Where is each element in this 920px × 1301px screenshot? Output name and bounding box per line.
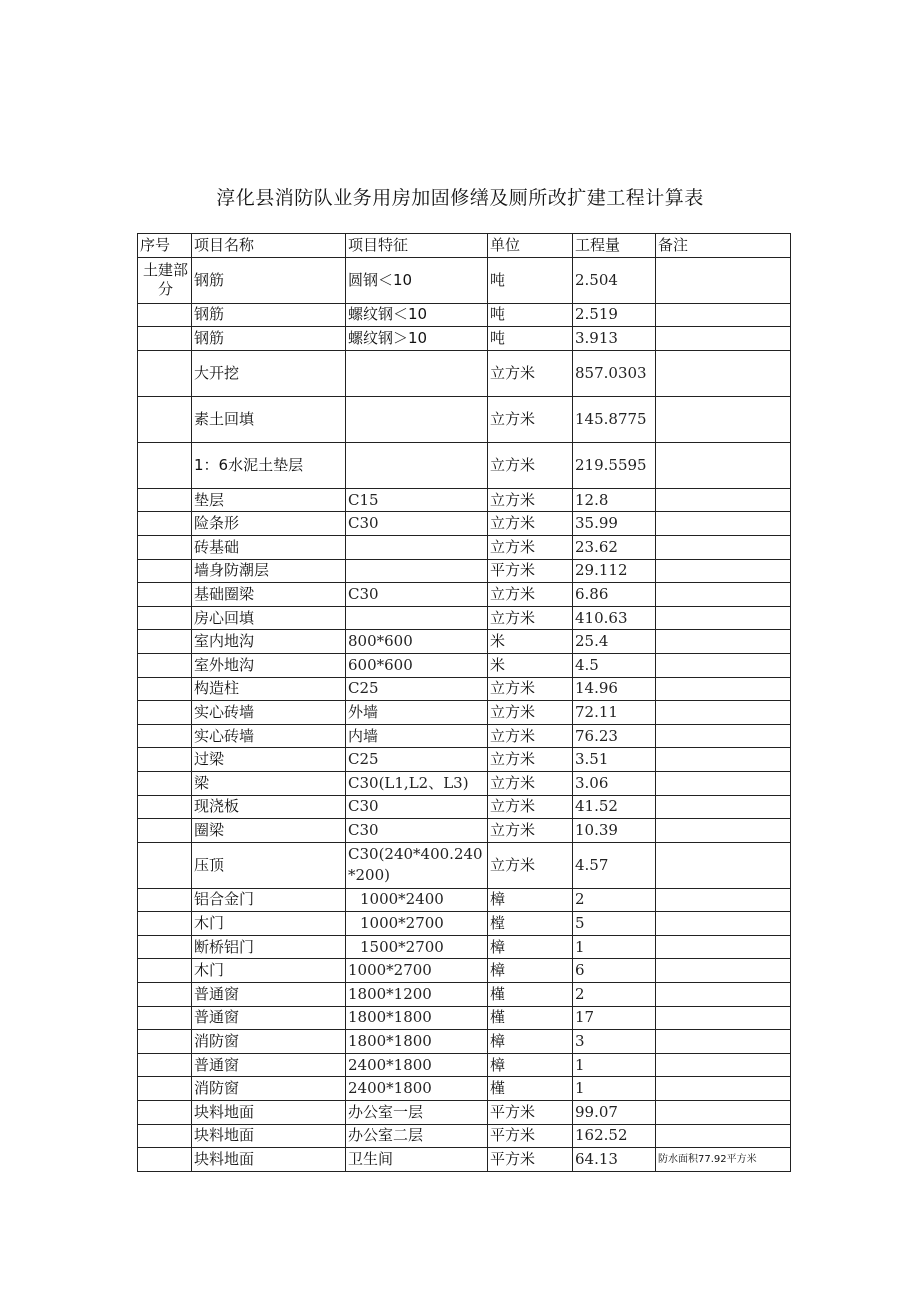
table-row [138, 396, 791, 442]
cell-name: 木门 [192, 912, 346, 936]
cell-feature: 办公室一层 [346, 1101, 488, 1125]
cell-name: 钢筋 [192, 303, 346, 327]
cell-name: 块料地面 [192, 1148, 346, 1172]
table-row [138, 677, 791, 701]
table-row [138, 701, 791, 725]
cell-seq [138, 842, 192, 888]
cell-qty: 6.86 [573, 583, 656, 607]
cell-name: 基础圈梁 [192, 583, 346, 607]
calculation-table [137, 233, 791, 1172]
table-row [138, 653, 791, 677]
cell-name: 普通窗 [192, 983, 346, 1007]
table-row [138, 912, 791, 936]
header-qty: 工程量 [573, 234, 656, 258]
table-header-row [138, 234, 791, 258]
cell-seq [138, 1101, 192, 1125]
cell-seq [138, 653, 192, 677]
cell-seq [138, 396, 192, 442]
cell-note [656, 535, 791, 559]
cell-qty: 72.11 [573, 701, 656, 725]
cell-feature: 1000*2400 [346, 888, 488, 912]
cell-seq [138, 983, 192, 1007]
cell-feature: C30 [346, 512, 488, 536]
cell-seq [138, 606, 192, 630]
table-row [138, 488, 791, 512]
cell-note [656, 888, 791, 912]
table-row [138, 559, 791, 583]
cell-name: 消防窗 [192, 1030, 346, 1054]
cell-seq [138, 512, 192, 536]
cell-unit: 立方米 [488, 488, 573, 512]
cell-feature: 1800*1200 [346, 983, 488, 1007]
cell-note [656, 724, 791, 748]
cell-note [656, 488, 791, 512]
table-row [138, 959, 791, 983]
cell-feature: 1000*2700 [346, 912, 488, 936]
cell-feature [346, 535, 488, 559]
cell-unit: 平方米 [488, 559, 573, 583]
cell-name: 房心回填 [192, 606, 346, 630]
cell-feature: 螺纹钢＞10 [346, 327, 488, 351]
cell-qty: 4.5 [573, 653, 656, 677]
cell-seq [138, 350, 192, 396]
cell-seq [138, 1124, 192, 1148]
cell-seq [138, 795, 192, 819]
cell-feature [346, 396, 488, 442]
cell-name: 木门 [192, 959, 346, 983]
cell-feature: C30 [346, 819, 488, 843]
cell-note [656, 842, 791, 888]
cell-feature: C30(L1,L2、L3) [346, 771, 488, 795]
cell-unit: 樟 [488, 888, 573, 912]
header-feature: 项目特征 [346, 234, 488, 258]
cell-qty: 41.52 [573, 795, 656, 819]
table-row [138, 1030, 791, 1054]
cell-name: 块料地面 [192, 1101, 346, 1125]
cell-name: 梁 [192, 771, 346, 795]
cell-note [656, 935, 791, 959]
cell-feature: 2400*1800 [346, 1053, 488, 1077]
cell-seq [138, 630, 192, 654]
cell-note [656, 701, 791, 725]
cell-unit: 立方米 [488, 396, 573, 442]
cell-feature: 2400*1800 [346, 1077, 488, 1101]
cell-feature [346, 442, 488, 488]
cell-feature: 螺纹钢＜10 [346, 303, 488, 327]
cell-note [656, 1053, 791, 1077]
cell-feature: C25 [346, 748, 488, 772]
table-row [138, 748, 791, 772]
table-row [138, 630, 791, 654]
cell-name: 垫层 [192, 488, 346, 512]
table-row [138, 1148, 791, 1172]
cell-qty: 6 [573, 959, 656, 983]
cell-unit: 立方米 [488, 677, 573, 701]
table-row [138, 819, 791, 843]
cell-qty: 5 [573, 912, 656, 936]
cell-feature: 1500*2700 [346, 935, 488, 959]
cell-seq [138, 912, 192, 936]
cell-name: 钢筋 [192, 327, 346, 351]
table-row [138, 303, 791, 327]
table-row [138, 983, 791, 1007]
cell-seq [138, 442, 192, 488]
cell-unit: 立方米 [488, 819, 573, 843]
cell-seq [138, 1053, 192, 1077]
cell-seq [138, 488, 192, 512]
cell-qty: 12.8 [573, 488, 656, 512]
cell-seq [138, 677, 192, 701]
cell-note [656, 748, 791, 772]
cell-name: 铝合金门 [192, 888, 346, 912]
cell-seq [138, 1148, 192, 1172]
cell-name: 墙身防潮层 [192, 559, 346, 583]
cell-unit: 槿 [488, 1077, 573, 1101]
table-row [138, 350, 791, 396]
cell-unit: 立方米 [488, 512, 573, 536]
table-row [138, 442, 791, 488]
cell-unit: 立方米 [488, 583, 573, 607]
cell-name: 大开挖 [192, 350, 346, 396]
table-row [138, 888, 791, 912]
cell-unit: 樘 [488, 912, 573, 936]
cell-note [656, 559, 791, 583]
cell-feature: 圆钢＜10 [346, 257, 488, 303]
table-row [138, 535, 791, 559]
cell-unit: 立方米 [488, 350, 573, 396]
cell-seq [138, 819, 192, 843]
cell-name: 砖基础 [192, 535, 346, 559]
table-row [138, 1124, 791, 1148]
cell-name: 实心砖墙 [192, 724, 346, 748]
cell-note [656, 653, 791, 677]
cell-note [656, 583, 791, 607]
cell-note [656, 795, 791, 819]
cell-name: 实心砖墙 [192, 701, 346, 725]
cell-qty: 25.4 [573, 630, 656, 654]
cell-name: 室外地沟 [192, 653, 346, 677]
cell-qty: 29.112 [573, 559, 656, 583]
cell-unit: 立方米 [488, 442, 573, 488]
cell-unit: 樟 [488, 959, 573, 983]
cell-qty: 76.23 [573, 724, 656, 748]
cell-note [656, 677, 791, 701]
cell-qty: 17 [573, 1006, 656, 1030]
cell-feature: 内墙 [346, 724, 488, 748]
cell-name: 圈梁 [192, 819, 346, 843]
cell-feature: 外墙 [346, 701, 488, 725]
cell-qty: 4.57 [573, 842, 656, 888]
cell-unit: 吨 [488, 303, 573, 327]
header-name: 项目名称 [192, 234, 346, 258]
cell-unit: 槿 [488, 1006, 573, 1030]
cell-note [656, 1006, 791, 1030]
cell-seq [138, 327, 192, 351]
cell-qty: 23.62 [573, 535, 656, 559]
cell-name: 构造柱 [192, 677, 346, 701]
cell-name: 普通窗 [192, 1006, 346, 1030]
cell-unit: 立方米 [488, 771, 573, 795]
cell-feature: 卫生间 [346, 1148, 488, 1172]
cell-seq [138, 559, 192, 583]
cell-feature: 1000*2700 [346, 959, 488, 983]
cell-note [656, 983, 791, 1007]
table-row [138, 771, 791, 795]
cell-qty: 162.52 [573, 1124, 656, 1148]
cell-feature: C30 [346, 795, 488, 819]
cell-seq [138, 1077, 192, 1101]
cell-qty: 2.519 [573, 303, 656, 327]
cell-unit: 平方米 [488, 1124, 573, 1148]
cell-feature [346, 350, 488, 396]
cell-feature: C25 [346, 677, 488, 701]
cell-note [656, 1077, 791, 1101]
cell-note [656, 630, 791, 654]
cell-qty: 219.5595 [573, 442, 656, 488]
cell-qty: 2.504 [573, 257, 656, 303]
cell-qty: 35.99 [573, 512, 656, 536]
cell-feature: C30 [346, 583, 488, 607]
cell-seq [138, 771, 192, 795]
table-row [138, 327, 791, 351]
cell-unit: 立方米 [488, 606, 573, 630]
table-row [138, 1077, 791, 1101]
table-row [138, 583, 791, 607]
table-row [138, 512, 791, 536]
cell-note [656, 512, 791, 536]
page-title: 淳化县消防队业务用房加固修缮及厕所改扩建工程计算表 [216, 187, 704, 209]
cell-unit: 立方米 [488, 724, 573, 748]
cell-name: 现浇板 [192, 795, 346, 819]
cell-qty: 3.51 [573, 748, 656, 772]
cell-unit: 樟 [488, 1030, 573, 1054]
cell-note [656, 396, 791, 442]
cell-qty: 1 [573, 1077, 656, 1101]
cell-seq [138, 959, 192, 983]
cell-note [656, 959, 791, 983]
cell-unit: 立方米 [488, 842, 573, 888]
cell-feature: 办公室二层 [346, 1124, 488, 1148]
table-row [138, 935, 791, 959]
cell-name: 室内地沟 [192, 630, 346, 654]
cell-feature [346, 606, 488, 630]
header-unit: 单位 [488, 234, 573, 258]
table-row [138, 842, 791, 888]
cell-unit: 立方米 [488, 795, 573, 819]
cell-seq: 土建部分 [138, 257, 192, 303]
table-row [138, 257, 791, 303]
cell-qty: 99.07 [573, 1101, 656, 1125]
cell-seq [138, 535, 192, 559]
cell-qty: 857.0303 [573, 350, 656, 396]
cell-unit: 米 [488, 653, 573, 677]
cell-unit: 槿 [488, 983, 573, 1007]
cell-note [656, 771, 791, 795]
table-row [138, 1053, 791, 1077]
cell-seq [138, 935, 192, 959]
cell-unit: 立方米 [488, 701, 573, 725]
cell-seq [138, 1006, 192, 1030]
cell-name: 过梁 [192, 748, 346, 772]
cell-feature: 1800*1800 [346, 1006, 488, 1030]
cell-feature: 600*600 [346, 653, 488, 677]
cell-unit: 樟 [488, 935, 573, 959]
cell-unit: 米 [488, 630, 573, 654]
cell-qty: 3 [573, 1030, 656, 1054]
cell-name: 素土回填 [192, 396, 346, 442]
cell-qty: 1 [573, 1053, 656, 1077]
table-row [138, 1101, 791, 1125]
cell-note [656, 1030, 791, 1054]
cell-qty: 1 [573, 935, 656, 959]
cell-name: 险条形 [192, 512, 346, 536]
cell-note [656, 1124, 791, 1148]
header-note: 备注 [656, 234, 791, 258]
cell-unit: 吨 [488, 257, 573, 303]
cell-feature: 1800*1800 [346, 1030, 488, 1054]
cell-seq [138, 303, 192, 327]
table-row [138, 1006, 791, 1030]
cell-name: 消防窗 [192, 1077, 346, 1101]
cell-seq [138, 701, 192, 725]
cell-name: 普通窗 [192, 1053, 346, 1077]
cell-note [656, 819, 791, 843]
cell-qty: 64.13 [573, 1148, 656, 1172]
cell-seq [138, 583, 192, 607]
cell-name: 断桥铝门 [192, 935, 346, 959]
cell-note: 防水面积77.92平方米 [656, 1148, 791, 1172]
cell-note [656, 1101, 791, 1125]
cell-name: 1：6水泥土垫层 [192, 442, 346, 488]
cell-qty: 145.8775 [573, 396, 656, 442]
cell-qty: 3.913 [573, 327, 656, 351]
cell-note [656, 912, 791, 936]
cell-seq [138, 748, 192, 772]
cell-unit: 平方米 [488, 1101, 573, 1125]
cell-unit: 吨 [488, 327, 573, 351]
cell-qty: 10.39 [573, 819, 656, 843]
cell-qty: 2 [573, 888, 656, 912]
cell-note [656, 606, 791, 630]
cell-note [656, 257, 791, 303]
table-row [138, 606, 791, 630]
cell-unit: 平方米 [488, 1148, 573, 1172]
cell-qty: 2 [573, 983, 656, 1007]
cell-note [656, 327, 791, 351]
cell-feature: C30(240*400.240*200) [346, 842, 488, 888]
cell-qty: 14.96 [573, 677, 656, 701]
table-row [138, 795, 791, 819]
cell-unit: 立方米 [488, 748, 573, 772]
cell-name: 块料地面 [192, 1124, 346, 1148]
cell-seq [138, 724, 192, 748]
cell-seq [138, 888, 192, 912]
header-seq: 序号 [138, 234, 192, 258]
cell-note [656, 442, 791, 488]
cell-name: 钢筋 [192, 257, 346, 303]
cell-feature: C15 [346, 488, 488, 512]
cell-feature: 800*600 [346, 630, 488, 654]
cell-unit: 立方米 [488, 535, 573, 559]
cell-note [656, 303, 791, 327]
cell-qty: 410.63 [573, 606, 656, 630]
cell-qty: 3.06 [573, 771, 656, 795]
cell-note [656, 350, 791, 396]
cell-name: 压顶 [192, 842, 346, 888]
cell-unit: 樟 [488, 1053, 573, 1077]
cell-seq [138, 1030, 192, 1054]
cell-feature [346, 559, 488, 583]
table-row [138, 724, 791, 748]
